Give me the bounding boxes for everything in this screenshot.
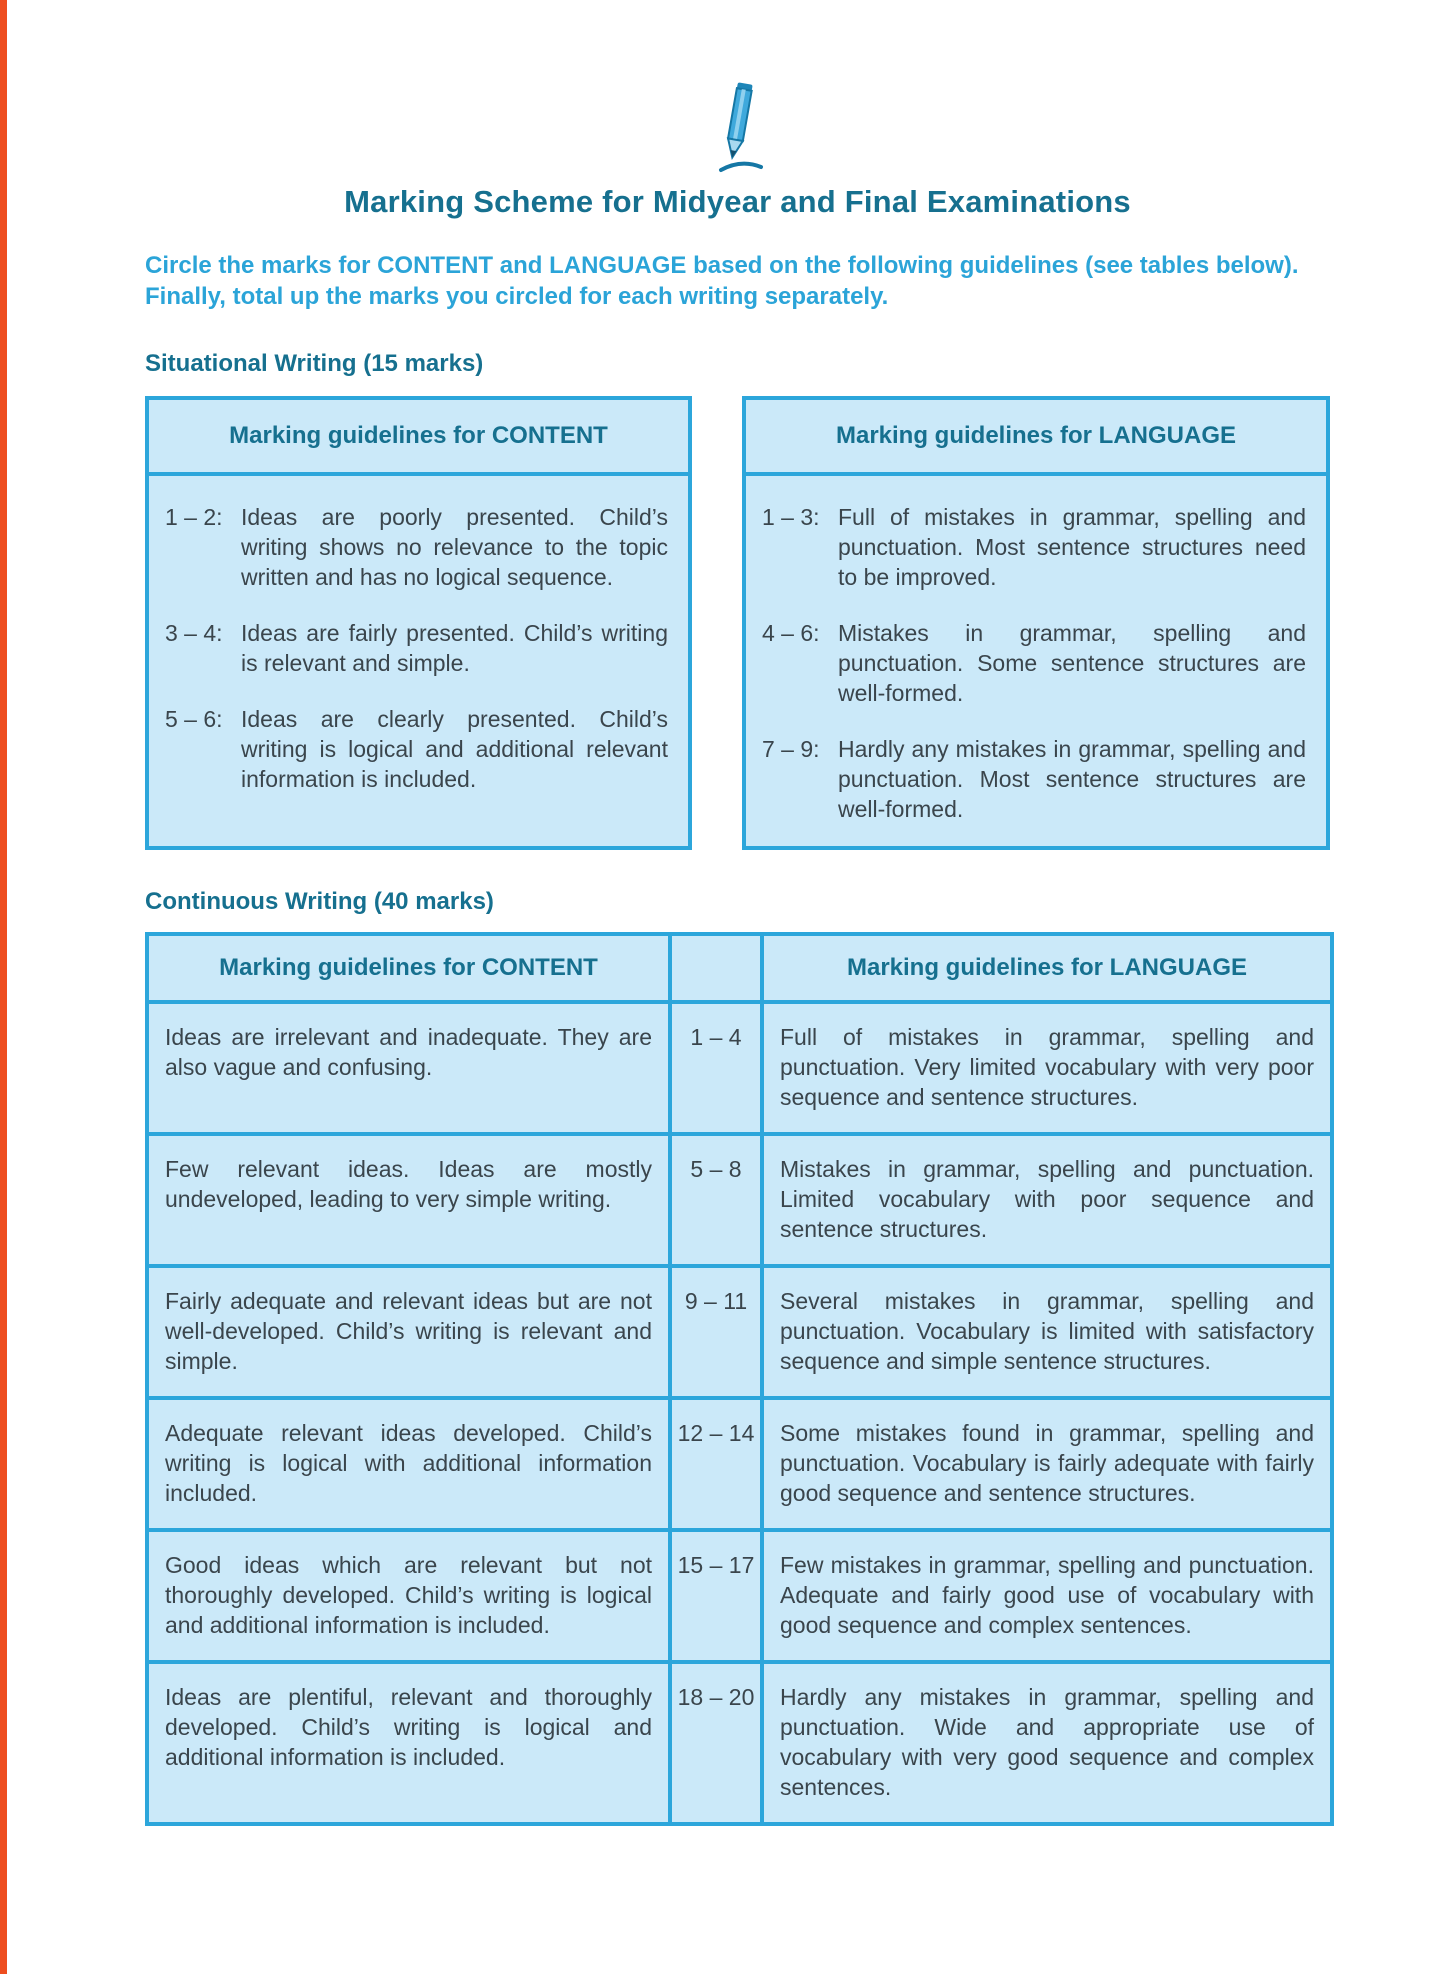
range-label: 1 – 2: (165, 504, 223, 530)
pencil-icon (709, 80, 767, 178)
situational-tables-row (145, 396, 1330, 850)
content-table-header: Marking guidelines for CONTENT (149, 400, 688, 476)
table-row (147, 1002, 1332, 1134)
marks-cell: 18 – 20 (670, 1662, 762, 1824)
table-row (147, 1662, 1332, 1824)
guideline-entry (762, 618, 1306, 708)
situational-language-table (742, 396, 1330, 850)
content-cell: Good ideas which are relevant but not thoroughly developed. Child’s writing is logical and additional information is included. (147, 1530, 670, 1662)
entry-text: Mistakes in grammar, spelling and punctuation. Some sentence structures are well-formed. (838, 620, 1306, 706)
left-accent-stripe (0, 0, 7, 1974)
range-label: 7 – 9: (762, 736, 820, 762)
content-cell: Few relevant ideas. Ideas are mostly undeveloped, leading to very simple writing. (147, 1134, 670, 1266)
situational-content-table (145, 396, 692, 850)
language-cell: Mistakes in grammar, spelling and punctuation. Limited vocabulary with poor sequence and sentence structures. (762, 1134, 1332, 1266)
content-table-body (149, 476, 688, 846)
language-cell: Full of mistakes in grammar, spelling and punctuation. Very limited vocabulary with very poor sequence and sentence structures. (762, 1002, 1332, 1134)
table-row (147, 1134, 1332, 1266)
language-table-header: Marking guidelines for LANGUAGE (746, 400, 1326, 476)
content-cell: Ideas are plentiful, relevant and thoroughly developed. Child’s writing is logical and additional information is included. (147, 1662, 670, 1824)
entry-text: Ideas are clearly presented. Child’s writing is logical and additional relevant information is included. (241, 706, 668, 792)
marks-cell: 5 – 8 (670, 1134, 762, 1266)
guideline-entry (762, 734, 1306, 824)
continuous-content-header: Marking guidelines for CONTENT (147, 934, 670, 1002)
page-title: Marking Scheme for Midyear and Final Examinations (344, 184, 1131, 219)
guideline-entry (762, 502, 1306, 592)
continuous-language-header: Marking guidelines for LANGUAGE (762, 934, 1332, 1002)
language-cell: Few mistakes in grammar, spelling and punctuation. Adequate and fairly good use of vocabulary with good sequence and complex sentences. (762, 1530, 1332, 1662)
entry-text: Hardly any mistakes in grammar, spelling and punctuation. Most sentence structures are well-formed. (838, 736, 1306, 822)
table-row (147, 1266, 1332, 1398)
marks-cell: 9 – 11 (670, 1266, 762, 1398)
content-cell: Fairly adequate and relevant ideas but are not well-developed. Child’s writing is relevant and simple. (147, 1266, 670, 1398)
language-table-body (746, 476, 1326, 846)
entry-text: Full of mistakes in grammar, spelling and punctuation. Most sentence structures need to be improved. (838, 504, 1306, 590)
range-label: 1 – 3: (762, 504, 820, 530)
language-cell: Several mistakes in grammar, spelling and punctuation. Vocabulary is limited with satisfactory sequence and simple sentence structures. (762, 1266, 1332, 1398)
continuous-marks-header (670, 934, 762, 1002)
content-cell: Adequate relevant ideas developed. Child’s writing is logical with additional information included. (147, 1398, 670, 1530)
guideline-entry (165, 502, 668, 592)
intro-text (145, 250, 1330, 312)
section-heading-continuous: Continuous Writing (40 marks) (145, 888, 494, 915)
continuous-writing-table (145, 932, 1334, 1826)
intro-line-2: Finally, total up the marks you circled for each writing separately. (145, 283, 889, 310)
intro-line-1: Circle the marks for CONTENT and LANGUAGE based on the following guidelines (see tables below). (145, 252, 1299, 279)
continuous-header-row (147, 934, 1332, 1002)
guideline-entry (165, 618, 668, 678)
guideline-entry (165, 704, 668, 794)
header-icon-wrap (145, 80, 1330, 180)
entry-text: Ideas are poorly presented. Child’s writing shows no relevance to the topic written and has no logical sequence. (241, 504, 668, 590)
marks-cell: 15 – 17 (670, 1530, 762, 1662)
entry-text: Ideas are fairly presented. Child’s writing is relevant and simple. (241, 620, 668, 676)
language-cell: Some mistakes found in grammar, spelling and punctuation. Vocabulary is fairly adequate with fairly good sequence and sentence structures. (762, 1398, 1332, 1530)
range-label: 3 – 4: (165, 620, 223, 646)
language-cell: Hardly any mistakes in grammar, spelling and punctuation. Wide and appropriate use of vocabulary with very good sequence and complex sentences. (762, 1662, 1332, 1824)
range-label: 4 – 6: (762, 620, 820, 646)
range-label: 5 – 6: (165, 706, 223, 732)
section-heading-situational: Situational Writing (15 marks) (145, 350, 484, 377)
content-cell: Ideas are irrelevant and inadequate. They are also vague and confusing. (147, 1002, 670, 1134)
marks-cell: 1 – 4 (670, 1002, 762, 1134)
table-row (147, 1398, 1332, 1530)
marks-cell: 12 – 14 (670, 1398, 762, 1530)
table-row (147, 1530, 1332, 1662)
